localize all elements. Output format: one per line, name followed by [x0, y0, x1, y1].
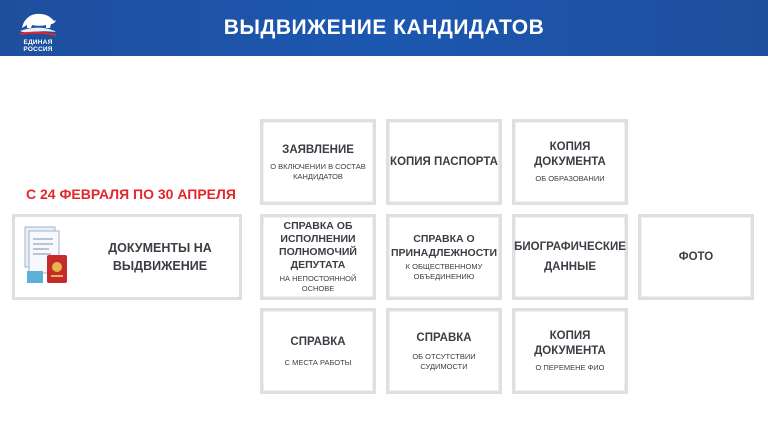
card-title: КОПИЯ ДОКУМЕНТА [534, 141, 606, 168]
card-name-change-copy [512, 308, 628, 394]
documents-card [12, 214, 242, 300]
header-bar [0, 0, 768, 56]
date-range-label: С 24 ФЕВРАЛЯ ПО 30 АПРЕЛЯ [26, 186, 236, 202]
card-title: СПРАВКА [416, 331, 472, 344]
card-title: СПРАВКА [290, 335, 346, 348]
card-passport-copy [386, 119, 502, 205]
card-subtitle: ОБ ОТСУТСТВИИ СУДИМОСТИ [412, 351, 476, 371]
documents-passport-icon [23, 225, 71, 287]
card-membership-certificate [386, 214, 502, 300]
card-education-copy [512, 119, 628, 205]
card-work-certificate [260, 308, 376, 394]
card-subtitle: К ОБЩЕСТВЕННОМУ ОБЪЕДИНЕНИЮ [405, 262, 483, 281]
card-subtitle: С МЕСТА РАБОТЫ [284, 357, 352, 367]
card-subtitle: О ПЕРЕМЕНЕ ФИО [535, 363, 605, 372]
card-title: ЗАЯВЛЕНИЕ [282, 143, 354, 156]
card-title: ФОТО [678, 250, 714, 263]
card-title: КОПИЯ ДОКУМЕНТА [534, 330, 606, 357]
page-title: ВЫДВИЖЕНИЕ КАНДИДАТОВ [223, 16, 545, 39]
card-subtitle: О ВКЛЮЧЕНИИ В СОСТАВ КАНДИДАТОВ [270, 161, 366, 181]
card-title: СПРАВКА О ПРИНАДЛЕЖНОСТИ [390, 233, 498, 259]
documents-card-label: ДОКУМЕНТЫ НА ВЫДВИЖЕНИЕ [108, 241, 212, 273]
card-criminal-record-certificate [386, 308, 502, 394]
logo-text-line2: РОССИЯ [23, 46, 53, 53]
card-title: СПРАВКА ОБ ИСПОЛНЕНИИ ПОЛНОМОЧИЙ ДЕПУТАТА [279, 220, 357, 271]
card-title: БИОГРАФИЧЕСКИЕ ДАННЫЕ [514, 241, 626, 273]
card-subtitle: ОБ ОБРАЗОВАНИИ [535, 174, 605, 183]
card-photo [638, 214, 754, 300]
card-title: КОПИЯ ПАСПОРТА [390, 155, 498, 168]
card-biography [512, 214, 628, 300]
card-subtitle: НА НЕПОСТОЯННОЙ ОСНОВЕ [279, 274, 357, 293]
card-deputy-certificate [260, 214, 376, 300]
card-statement [260, 119, 376, 205]
logo-text-line1: ЕДИНАЯ [23, 39, 53, 46]
